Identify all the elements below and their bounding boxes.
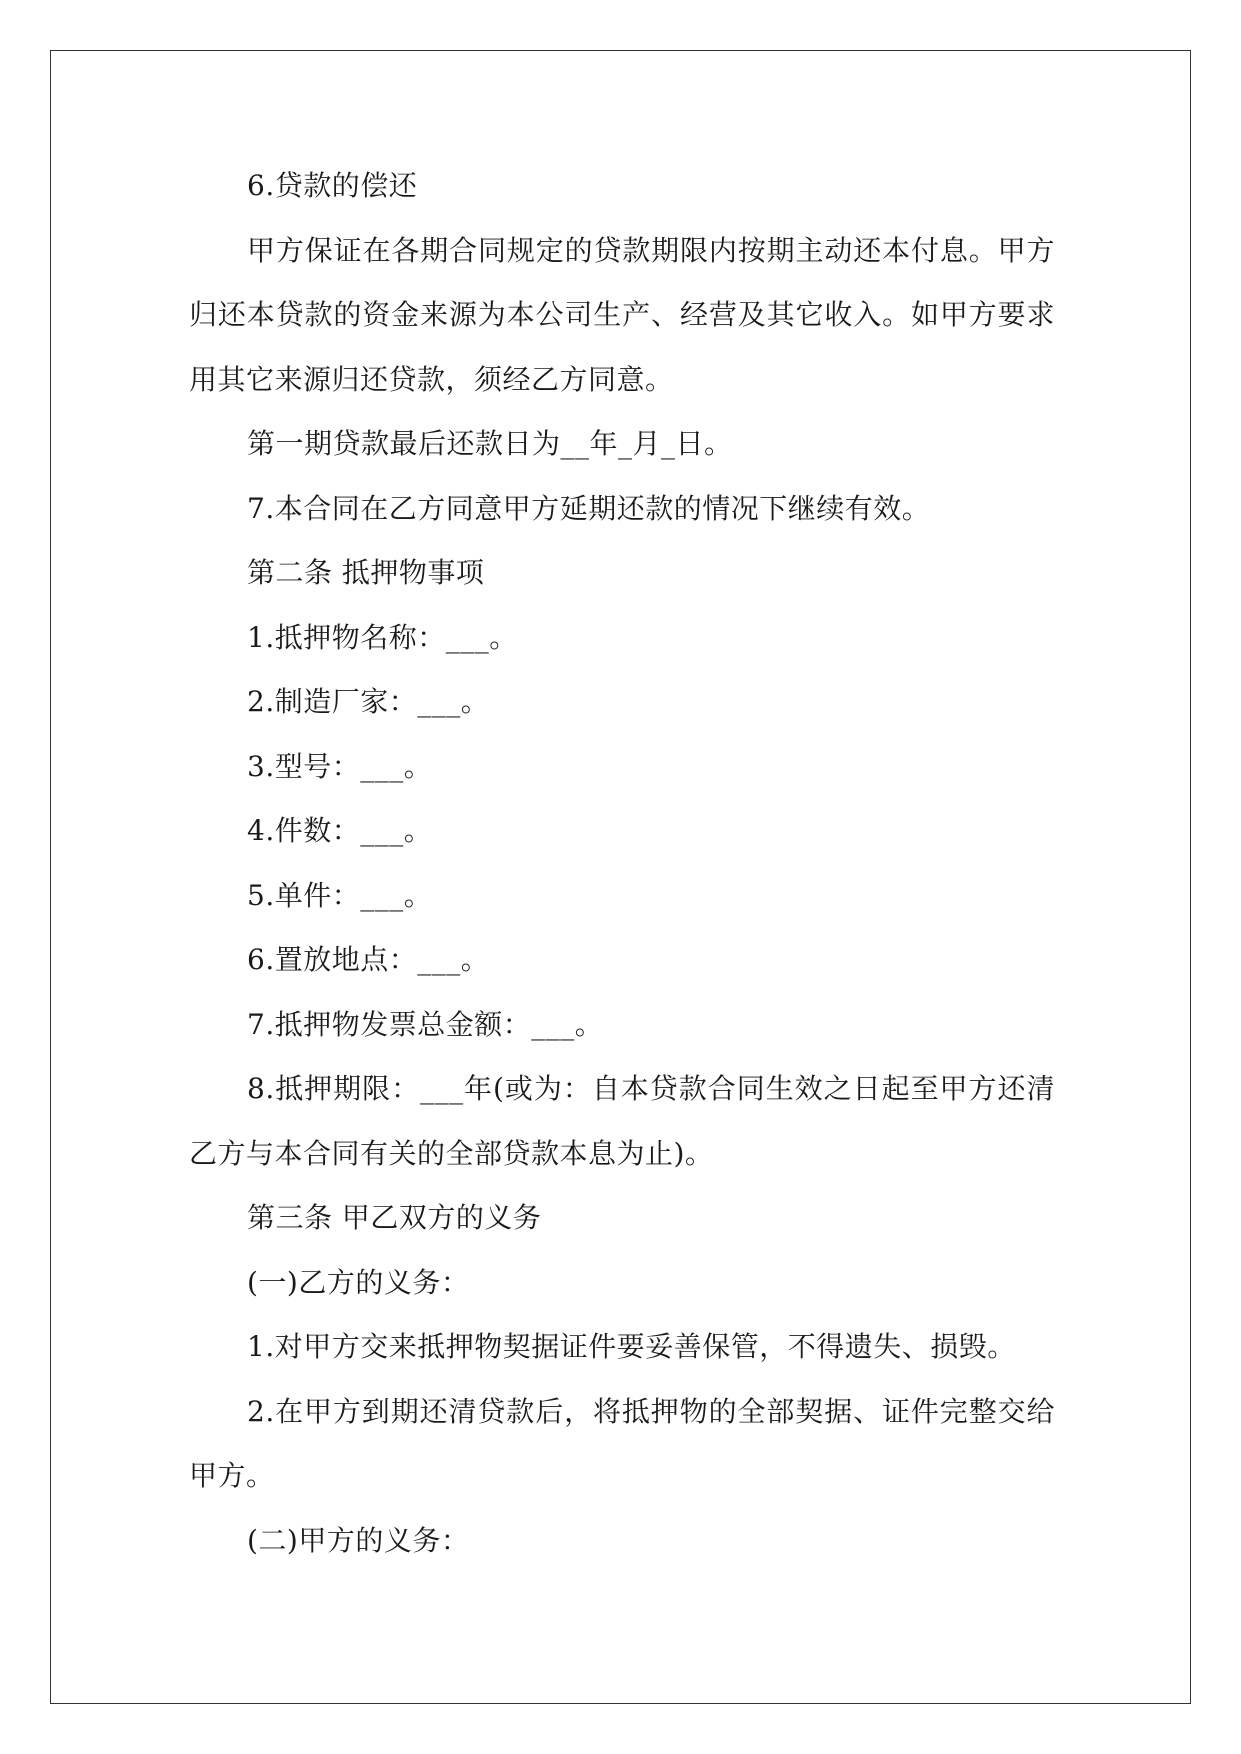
paragraph-first-repayment-date: 第一期贷款最后还款日为__年_月_日。 <box>247 427 733 460</box>
paragraph-repayment-guarantee: 甲方保证在各期合同规定的贷款期限内按期主动还本付息。甲方归还本贷款的资金来源为本公司生产、经营及其它收入。如甲方要求用其它来源归还贷款，须经乙方同意。 <box>189 233 1055 396</box>
heading-article-2: 第二条 抵押物事项 <box>247 556 485 589</box>
heading-loan-repayment: 6.贷款的偿还 <box>247 169 418 202</box>
paragraph-contract-validity: 7.本合同在乙方同意甲方延期还款的情况下继续有效。 <box>247 491 931 525</box>
item-location: 6.置放地点：___。 <box>247 943 490 976</box>
item-mortgage-term: 8.抵押期限：___年(或为：自本贷款合同生效之日起至甲方还清乙方与本合同有关的全部贷款本息为止)。 <box>189 1072 1055 1170</box>
heading-article-3: 第三条 甲乙双方的义务 <box>247 1201 542 1234</box>
item-party-b-obligation-1: 1.对甲方交来抵押物契据证件要妥善保管，不得遗失、损毁。 <box>247 1330 1016 1363</box>
document-body <box>189 154 1055 1573</box>
item-invoice-amount: 7.抵押物发票总金额：___。 <box>247 1007 604 1041</box>
item-unit: 5.单件：___。 <box>247 878 433 912</box>
item-quantity: 4.件数：___。 <box>247 814 433 847</box>
item-party-b-obligation-2: 2.在甲方到期还清贷款后，将抵押物的全部契据、证件完整交给甲方。 <box>189 1394 1055 1492</box>
heading-party-b-obligations: (一)乙方的义务： <box>247 1265 470 1299</box>
heading-party-a-obligations: (二)甲方的义务： <box>247 1523 470 1557</box>
item-manufacturer: 2.制造厂家：___。 <box>247 685 490 718</box>
item-model: 3.型号：___。 <box>247 749 433 783</box>
item-collateral-name: 1.抵押物名称：___。 <box>247 620 518 654</box>
